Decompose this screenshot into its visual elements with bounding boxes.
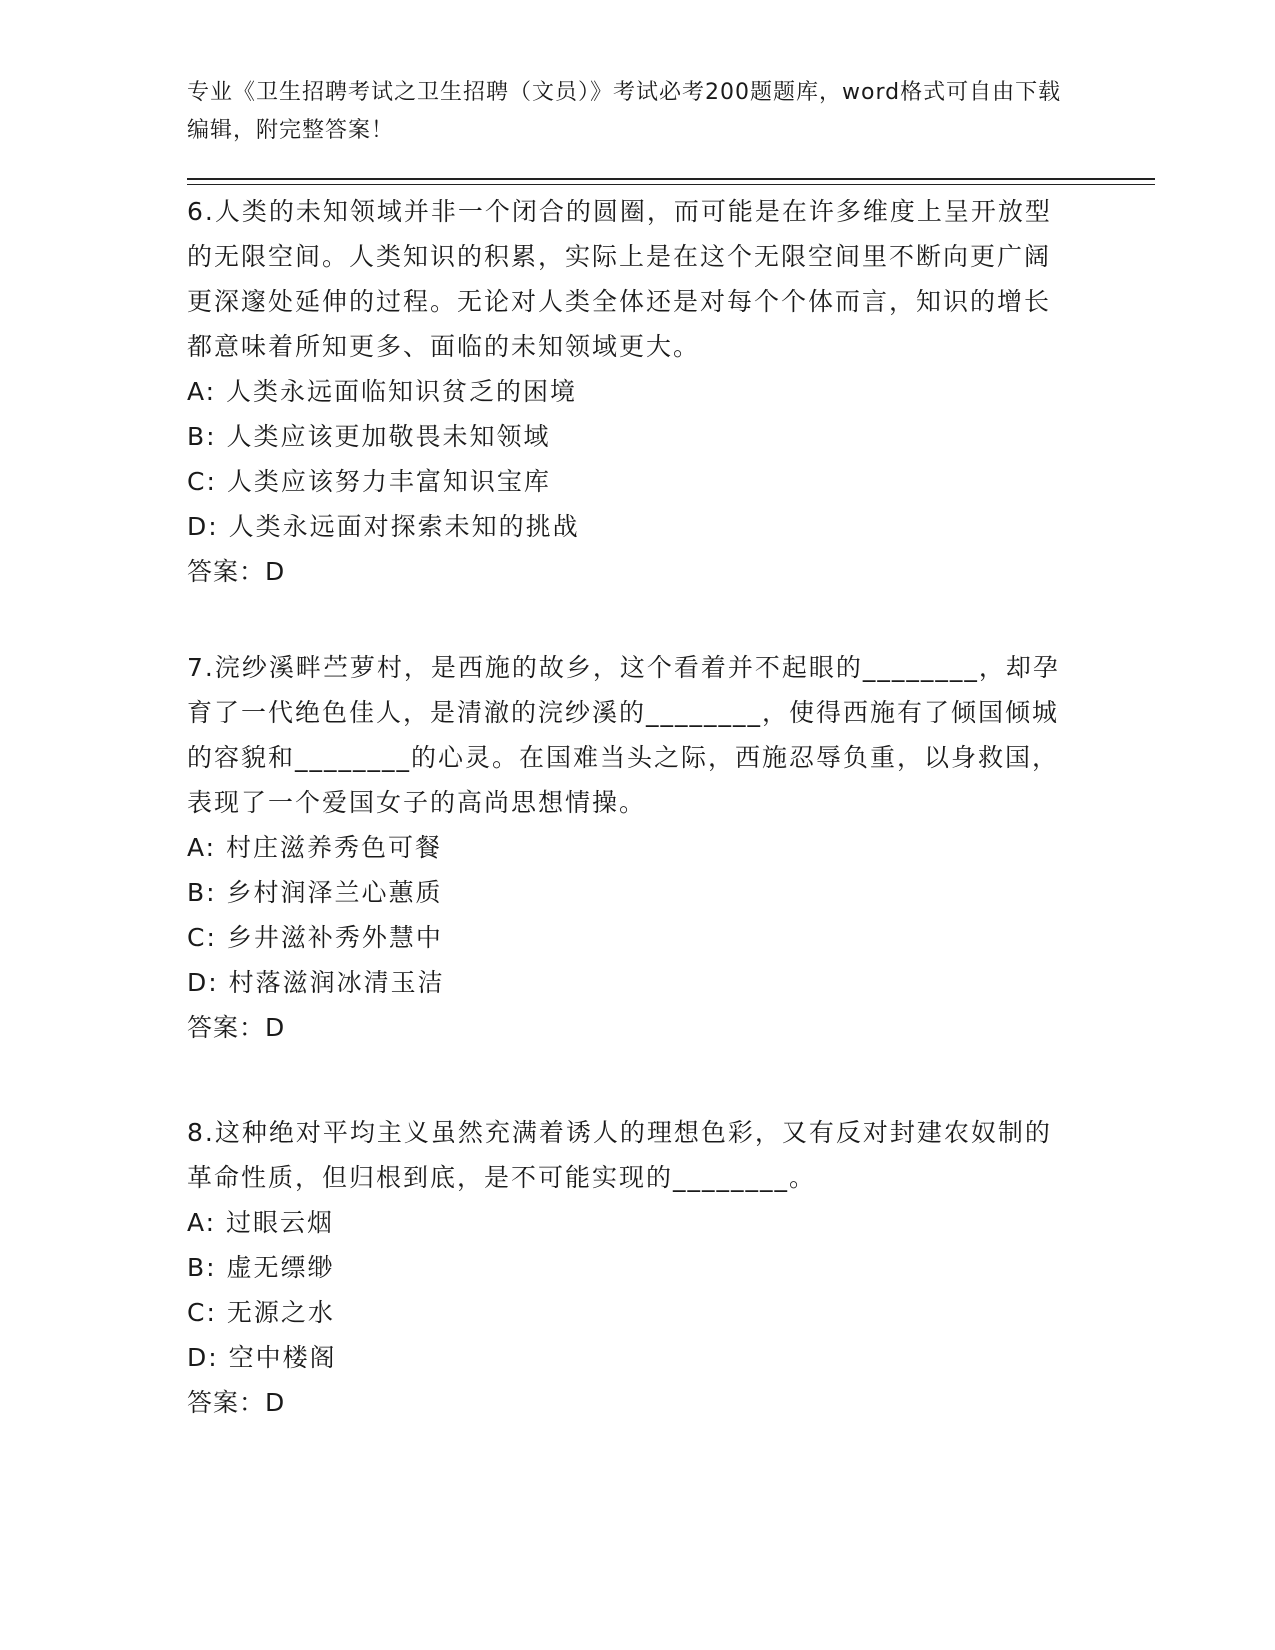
question-8 xyxy=(187,1110,1067,1425)
question-stem: 8.这种绝对平均主义虽然充满着诱人的理想色彩，又有反对封建农奴制的革命性质，但归根到底，是不可能实现的________。 xyxy=(187,1118,1052,1192)
option-b: B: 虚无缥缈 xyxy=(187,1253,335,1282)
option-b: B: 乡村润泽兰心蕙质 xyxy=(187,878,443,907)
option-c: C: 无源之水 xyxy=(187,1298,335,1327)
question-stem: 6.人类的未知领域并非一个闭合的圆圈，而可能是在许多维度上呈开放型的无限空间。人类知识的积累，实际上是在这个无限空间里不断向更广阔更深邃处延伸的过程。无论对人类全体还是对每个个体而言，知识的增长都意味着所知更多、面临的未知领域更大。 xyxy=(187,197,1052,361)
answer-line: 答案：D xyxy=(187,1013,286,1042)
header-divider-thick xyxy=(187,178,1155,180)
option-d: D: 空中楼阁 xyxy=(187,1343,337,1372)
option-c: C: 乡井滋补秀外慧中 xyxy=(187,923,443,952)
document-header: 专业《卫生招聘考试之卫生招聘（文员）》考试必考200题题库，word格式可自由下载编辑，附完整答案！ xyxy=(187,80,1062,143)
option-d: D: 村落滋润冰清玉洁 xyxy=(187,968,445,997)
option-a: A: 村庄滋养秀色可餐 xyxy=(187,833,443,862)
header-divider-thin xyxy=(187,184,1155,185)
option-a: A: 过眼云烟 xyxy=(187,1208,335,1237)
answer-line: 答案：D xyxy=(187,557,286,586)
question-7 xyxy=(187,645,1067,1050)
question-6 xyxy=(187,189,1067,594)
option-a: A: 人类永远面临知识贫乏的困境 xyxy=(187,377,578,406)
option-c: C: 人类应该努力丰富知识宝库 xyxy=(187,467,551,496)
answer-line: 答案：D xyxy=(187,1388,286,1417)
question-stem: 7.浣纱溪畔苎萝村，是西施的故乡，这个看着并不起眼的________，却孕育了一代绝色佳人，是清澈的浣纱溪的________，使得西施有了倾国倾城的容貌和________的心灵。在国难当头之际，西施忍辱负重，以身救国，表现了一个爱国女子的高尚思想情操。 xyxy=(187,653,1060,817)
option-b: B: 人类应该更加敬畏未知领域 xyxy=(187,422,551,451)
option-d: D: 人类永远面对探索未知的挑战 xyxy=(187,512,580,541)
